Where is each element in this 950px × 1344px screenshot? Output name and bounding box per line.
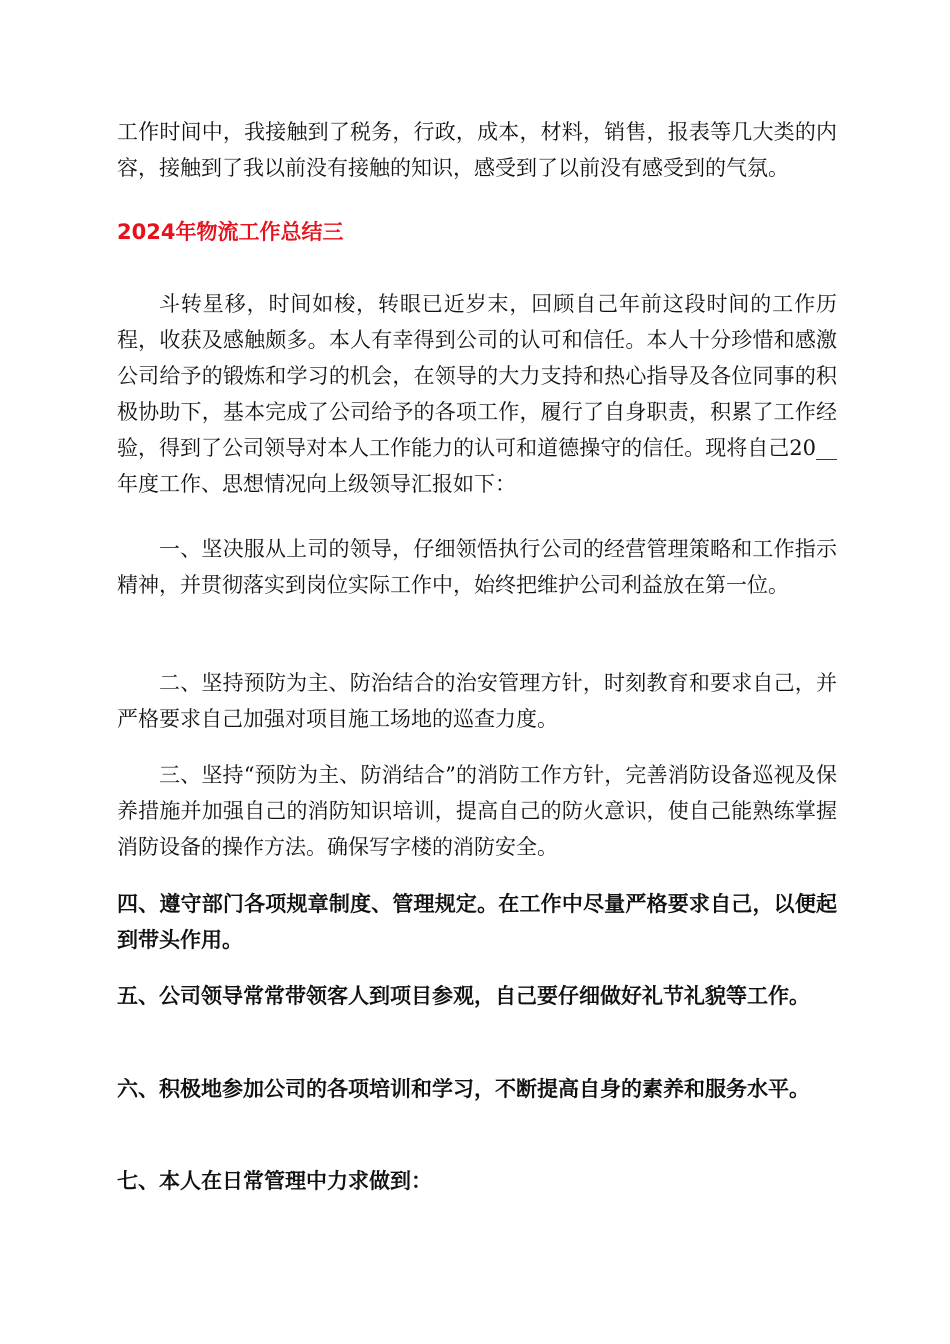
list-item-7: 七、本人在日常管理中力求做到： <box>117 1169 432 1193</box>
list-item-1: 一、坚决服从上司的领导，仔细领悟执行公司的经营管理策略和工作指示精神，并贯彻落实到岗位实际工作中，始终把维护公司利益放在第一位。 <box>117 537 837 597</box>
list-item-6: 六、积极地参加公司的各项培训和学习，不断提高自身的素养和服务水平。 <box>117 1077 810 1101</box>
list-item-2: 二、坚持预防为主、防治结合的治安管理方针，时刻教育和要求自己，并严格要求自己加强对项目施工场地的巡查力度。 <box>117 671 837 731</box>
list-item-3: 三、坚持“预防为主、防消结合”的消防工作方针，完善消防设备巡视及保养措施并加强自己的消防知识培训，提高自己的防火意识，使自己能熟练掌握消防设备的操作方法。确保写字楼的消防安全。 <box>117 763 837 859</box>
list-item-5: 五、公司领导常常带领客人到项目参观，自己要仔细做好礼节礼貌等工作。 <box>117 984 810 1008</box>
body-paragraph-1: 斗转星移，时间如梭，转眼已近岁末，回顾自己年前这段时间的工作历程，收获及感触颇多。本人有幸得到公司的认可和信任。本人十分珍惜和感激公司给予的锻炼和学习的机会，在领导的大力支持和热心指导及各位同事的积极协助下，基本完成了公司给予的各项工作，履行了自身职责，积累了工作经验，得到了公司领导对本人工作能力的认可和道德操守的信任。现将自己20__年度工作、思想情况向上级领导汇报如下： <box>117 292 837 496</box>
list-item-4: 四、遵守部门各项规章制度、管理规定。在工作中尽量严格要求自己，以便起到带头作用。 <box>117 892 837 952</box>
section-title: 2024年物流工作总结三 <box>117 220 344 244</box>
intro-paragraph: 工作时间中，我接触到了税务，行政，成本，材料，销售，报表等几大类的内容，接触到了我以前没有接触的知识，感受到了以前没有感受到的气氛。 <box>117 120 837 180</box>
